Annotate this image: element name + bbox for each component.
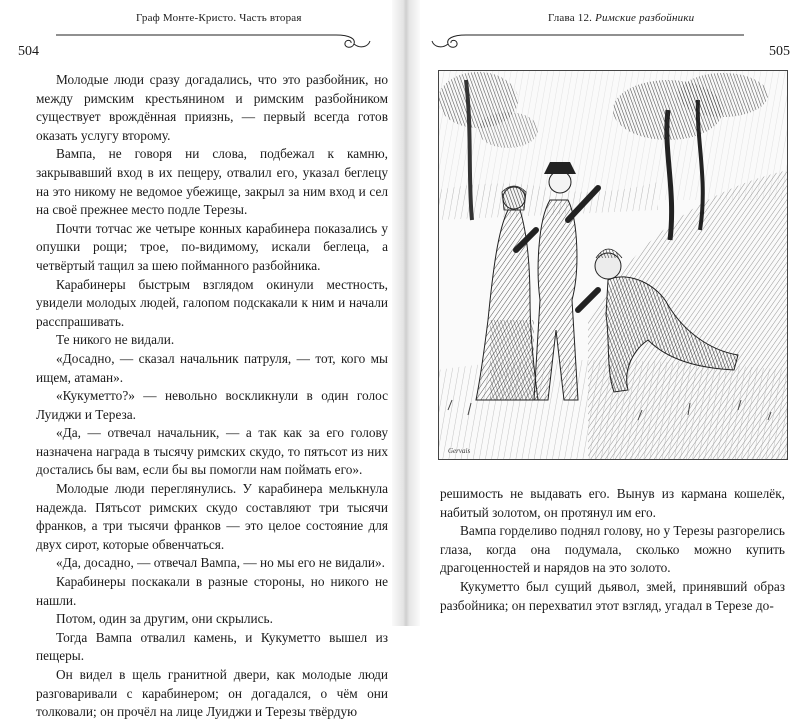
paragraph: «Досадно, — сказал начальник патруля, — тот, кого мы ищем, атаман». xyxy=(36,350,388,385)
left-running-title: Граф Монте-Кристо. Часть вторая xyxy=(136,12,302,24)
left-page-header xyxy=(18,0,388,58)
paragraph: Карабинеры быстрым взглядом окинули местность, увидели молодых людей, галопом подскакали к ним и начали расспрашивать. xyxy=(36,276,388,329)
paragraph: Молодые люди переглянулись. У карабинера мелькнула надежда. Пятьсот римских скудо составляют три тысячи франков, а три тысячи франков — это целое состояние для двух сирот, которые обвенчаться. xyxy=(36,481,388,552)
right-header-ornament xyxy=(424,27,796,51)
right-page xyxy=(424,0,796,626)
paragraph: Тогда Вампа отвалил камень, и Кукуметто вышел из пещеры. xyxy=(36,629,388,664)
left-page-number: 504 xyxy=(18,44,39,59)
paragraph: Карабинеры поскакали в разные стороны, но никого не нашли. xyxy=(36,574,388,608)
paragraph: Потом, один за другим, они скрылись. xyxy=(56,611,273,627)
paragraph: Почти тотчас же четыре конных карабинера показались у опушки рощи; трое, по-видимому, искали беглеца, а четвёртый тащил за шею пойманного разбойника. xyxy=(36,220,388,273)
paragraph: Он видел в щель гранитной двери, как молодые люди разговаривали с карабинером; он догадался, о чём они толковали; он прочёл на лице Луиджи и Терезы твёрдую xyxy=(36,667,388,720)
paragraph: Молодые люди сразу догадались, что это разбойник, но между римским крестьянином и римским разбойником существует врождённая приязнь, — первый всегда готов оказать услугу второму. xyxy=(36,72,388,143)
left-page-text xyxy=(36,71,388,722)
paragraph: «Да, досадно, — отвечал Вампа, — но мы его не видали». xyxy=(56,555,385,571)
paragraph: «Кукуметто?» — невольно воскликнули в один голос Луиджи и Тереза. xyxy=(36,388,388,422)
left-header-ornament xyxy=(18,27,388,51)
paragraph: Кукуметто был сущий дьявол, змей, принявший образ разбойника; он перехватил этот взгляд, угадал в Терезе до- xyxy=(440,578,785,613)
right-running-title xyxy=(548,12,694,24)
paragraph: Вампа горделиво поднял голову, но у Терезы разгорелись глаза, когда она подумала, сколько можно купить драгоценностей и нарядов на это золото. xyxy=(440,523,785,576)
illustration-signature: Gervais xyxy=(448,447,471,455)
engraving-illustration xyxy=(438,70,788,460)
right-page-header xyxy=(424,0,796,58)
left-page xyxy=(18,0,388,720)
right-page-number: 505 xyxy=(769,44,790,59)
chapter-title: Римские разбойники xyxy=(595,12,695,24)
paragraph: решимость не выдавать его. Вынув из кармана кошелёк, набитый золотом, он протянул им его. xyxy=(440,486,785,520)
paragraph: Вампа, не говоря ни слова, подбежал к камню, закрывавший вход в их пещеру, отвалил его, указал беглецу на это никому не ведомое убежище, закрыл за ним вход и сел на своё прежнее место подле Терезы. xyxy=(36,146,388,218)
book-gutter xyxy=(392,0,420,626)
right-page-text xyxy=(440,485,785,615)
bandits-engraving-image xyxy=(438,70,788,460)
paragraph: «Да, — отвечал начальник, — а так как за его голову назначена награда в тысячу римских скудо, то пятьсот из них достались бы вам, если бы вы помогли нам поймать его». xyxy=(36,425,388,478)
chapter-label: Глава 12. xyxy=(548,12,593,24)
paragraph: Те никого не видали. xyxy=(56,332,175,348)
